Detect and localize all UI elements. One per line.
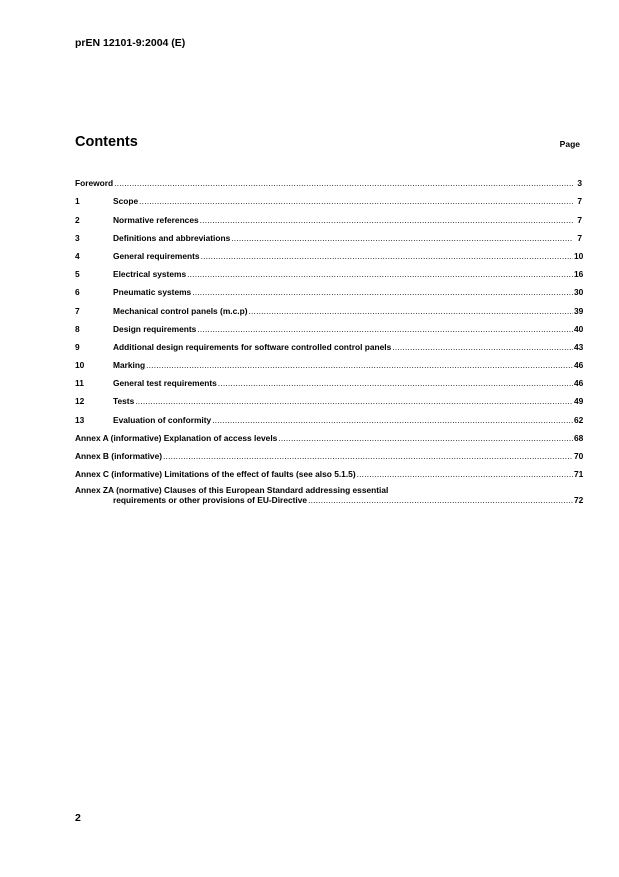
toc-entry-number: 6 [75, 287, 80, 298]
toc-entry-title: Evaluation of conformity [113, 414, 212, 425]
contents-title: Contents [75, 134, 138, 150]
toc-leader-dots [308, 495, 573, 505]
toc-entry-page: 46 [574, 378, 584, 389]
toc-leader-dots [212, 415, 573, 425]
toc-entry-page: 40 [574, 323, 584, 334]
toc-entry-title: General test requirements [113, 378, 217, 389]
toc-entry[interactable] [75, 225, 582, 243]
toc-entry-number: 11 [75, 378, 84, 389]
toc-entry-number: 5 [75, 269, 80, 280]
toc-leader-dots [249, 306, 574, 316]
toc-entry-page: 68 [574, 432, 584, 443]
toc-leader-dots [197, 324, 573, 334]
toc-entry[interactable] [75, 334, 582, 352]
toc-entry-page: 7 [577, 196, 582, 207]
toc-entry-number: 8 [75, 323, 80, 334]
toc-leader-dots [146, 360, 573, 370]
toc-rows [75, 170, 582, 479]
toc-leader-dots [231, 233, 573, 243]
toc-entry-number: 12 [75, 396, 85, 407]
toc-entry-number: 13 [75, 414, 85, 425]
toc-entry[interactable] [75, 388, 582, 406]
toc-leader-dots [200, 215, 573, 225]
toc-entry[interactable] [75, 188, 582, 206]
toc-entry[interactable] [75, 443, 582, 461]
toc-entry-page: 70 [574, 451, 584, 461]
toc-leader-dots [392, 342, 573, 352]
toc-entry-title: Normative references [113, 214, 199, 225]
toc-leader-dots [201, 251, 573, 261]
toc-leader-dots [163, 451, 573, 461]
toc-entry-title: Scope [113, 196, 139, 207]
toc-entry-number: 10 [75, 360, 85, 371]
toc-leader-dots [139, 196, 573, 206]
toc-entry-page: 72 [574, 495, 584, 506]
toc-entry[interactable] [75, 261, 582, 279]
toc-entry-page: 3 [577, 178, 582, 189]
toc-entry-page: 7 [577, 214, 582, 225]
toc-entry-page: 30 [574, 287, 584, 298]
toc-entry-title: Design requirements [113, 323, 197, 334]
toc-entry[interactable] [75, 243, 582, 261]
toc-entry-title: Pneumatic systems [113, 287, 192, 298]
toc-entry-number: 2 [75, 214, 80, 225]
toc-entry-title: General requirements [113, 250, 200, 261]
toc-entry-title: Annex C (informative) Limitations of the effect of faults (see also 5.1.5) [75, 469, 356, 480]
table-of-contents [75, 170, 582, 505]
toc-entry[interactable] [75, 370, 582, 388]
toc-entry-number: 9 [75, 341, 80, 352]
toc-leader-dots [218, 378, 573, 388]
toc-leader-dots [278, 433, 573, 443]
toc-entry-number: 4 [75, 250, 80, 261]
document-id: prEN 12101-9:2004 (E) [75, 37, 186, 49]
toc-entry-page: 62 [574, 414, 584, 425]
toc-leader-dots [187, 269, 573, 279]
toc-entry[interactable] [75, 206, 582, 224]
toc-entry-title: Annex A (informative) Explanation of access levels [75, 432, 278, 443]
toc-entry-title: Electrical systems [113, 269, 187, 280]
toc-entry-page: 10 [574, 250, 584, 261]
toc-entry[interactable] [75, 461, 582, 479]
toc-entry-title: Tests [113, 396, 135, 407]
toc-entry[interactable] [75, 297, 582, 315]
toc-entry-page: 43 [574, 341, 584, 352]
toc-leader-dots [114, 178, 573, 188]
toc-entry-title: Additional design requirements for software controlled control panels [113, 341, 392, 352]
toc-entry-title: Marking [113, 360, 146, 371]
toc-entry-title: Definitions and abbreviations [113, 232, 231, 243]
toc-entry-page: 39 [574, 305, 584, 316]
toc-leader-dots [192, 287, 573, 297]
footer-page-number: 2 [75, 812, 81, 824]
toc-entry[interactable] [75, 406, 582, 424]
toc-entry[interactable] [75, 279, 582, 297]
toc-entry-page: 71 [574, 469, 584, 480]
toc-entry-title: Annex B (informative) [75, 451, 163, 461]
toc-entry-annex-za[interactable] [75, 479, 582, 505]
toc-leader-dots [357, 469, 573, 479]
toc-entry-title: Foreword [75, 178, 114, 189]
toc-entry[interactable] [75, 352, 582, 370]
toc-entry-title-line2: requirements or other provisions of EU-Directive [113, 495, 308, 506]
toc-entry-number: 3 [75, 232, 80, 243]
toc-entry-title-line2-row [75, 495, 582, 505]
toc-entry[interactable] [75, 425, 582, 443]
toc-entry[interactable] [75, 170, 582, 188]
toc-entry-title: Mechanical control panels (m.c.p) [113, 305, 248, 316]
toc-entry-number: 1 [75, 196, 80, 207]
toc-leader-dots [135, 396, 573, 406]
toc-entry[interactable] [75, 316, 582, 334]
toc-entry-page: 49 [574, 396, 584, 407]
toc-entry-page: 7 [577, 232, 582, 243]
page-column-heading: Page [559, 139, 580, 149]
toc-entry-page: 46 [574, 360, 584, 371]
toc-entry-page: 16 [574, 269, 584, 280]
toc-entry-title-line1: Annex ZA (normative) Clauses of this European Standard addressing essential [75, 485, 389, 496]
toc-entry-number: 7 [75, 305, 80, 316]
